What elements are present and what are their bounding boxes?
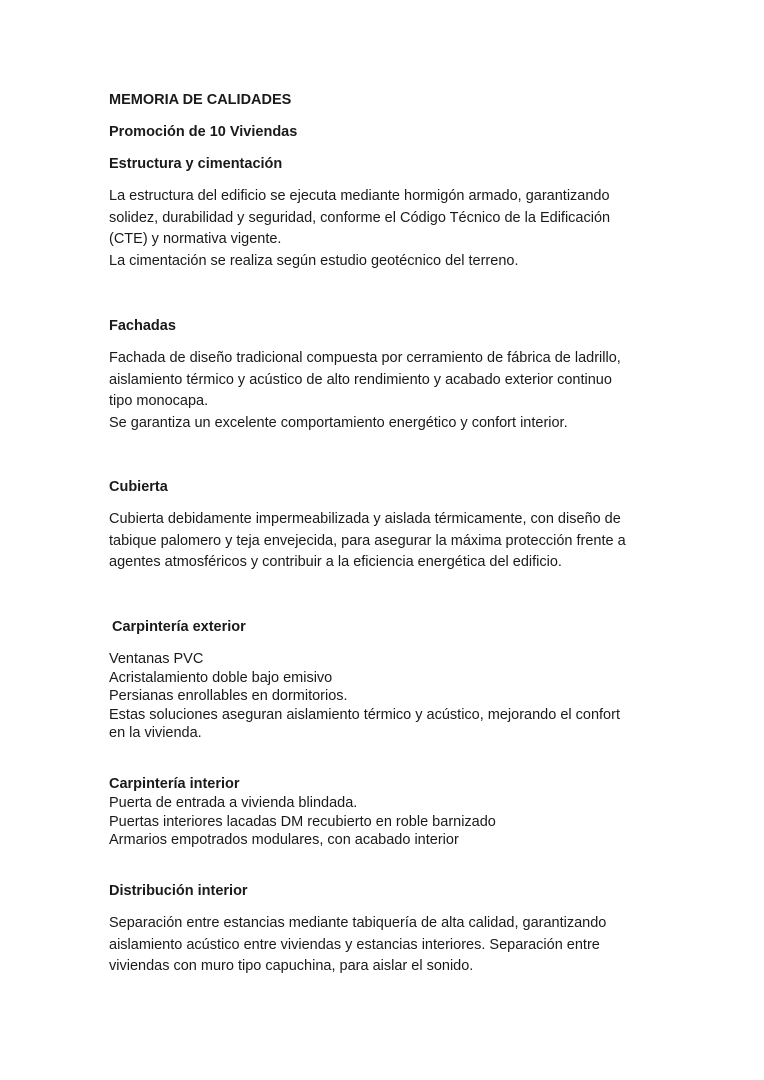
- paragraph-line: aislamiento acústico entre viviendas y estancias interiores. Separación entre: [109, 936, 600, 953]
- paragraph-line: tabique palomero y teja envejecida, para asegurar la máxima protección frente a: [109, 532, 626, 549]
- section-heading-carpinteria-interior: Carpintería interior: [109, 776, 240, 792]
- paragraph-line: Puerta de entrada a vivienda blindada.: [109, 795, 358, 811]
- section-body-fachadas: [109, 348, 654, 434]
- section-heading-fachadas: Fachadas: [109, 318, 176, 334]
- section-body-carpinteria-interior: [109, 794, 654, 850]
- document-title: MEMORIA DE CALIDADES: [109, 92, 292, 108]
- section-body-estructura: [109, 186, 654, 272]
- paragraph-line: aislamiento térmico y acústico de alto rendimiento y acabado exterior continuo: [109, 371, 612, 388]
- paragraph-line: La cimentación se realiza según estudio geotécnico del terreno.: [109, 252, 519, 269]
- paragraph-line: Cubierta debidamente impermeabilizada y aislada térmicamente, con diseño de: [109, 511, 621, 527]
- paragraph-line: agentes atmosféricos y contribuir a la eficiencia energética del edificio.: [109, 554, 562, 570]
- section-heading-estructura: Estructura y cimentación: [109, 156, 283, 172]
- section-body-cubierta: [109, 509, 654, 574]
- paragraph-line: Ventanas PVC: [109, 651, 204, 667]
- section-heading-carpinteria-exterior: Carpintería exterior: [112, 619, 246, 635]
- section-body-distribucion: [109, 913, 654, 978]
- section-body-carpinteria-exterior: [109, 650, 654, 743]
- section-heading-cubierta: Cubierta: [109, 479, 168, 495]
- paragraph-line: solidez, durabilidad y seguridad, conforme el Código Técnico de la Edificación: [109, 209, 611, 226]
- paragraph-line: Separación entre estancias mediante tabiquería de alta calidad, garantizando: [109, 915, 607, 931]
- paragraph-line: Puertas interiores lacadas DM recubierto en roble barnizado: [109, 813, 496, 830]
- paragraph-line: viviendas con muro tipo capuchina, para aislar el sonido.: [109, 958, 474, 974]
- paragraph-line: Fachada de diseño tradicional compuesta por cerramiento de fábrica de ladrillo,: [109, 350, 621, 366]
- paragraph-line: Armarios empotrados modulares, con acabado interior: [109, 832, 459, 848]
- paragraph-line: en la vivienda.: [109, 725, 202, 741]
- document-subtitle: Promoción de 10 Viviendas: [109, 124, 298, 140]
- paragraph-line: (CTE) y normativa vigente.: [109, 231, 282, 247]
- paragraph-line: Se garantiza un excelente comportamiento energético y confort interior.: [109, 414, 568, 431]
- paragraph-line: tipo monocapa.: [109, 393, 209, 409]
- paragraph-line: Estas soluciones aseguran aislamiento térmico y acústico, mejorando el confort: [109, 706, 620, 723]
- paragraph-line: Persianas enrollables en dormitorios.: [109, 688, 348, 704]
- section-heading-distribucion: Distribución interior: [109, 883, 248, 899]
- paragraph-line: Acristalamiento doble bajo emisivo: [109, 669, 333, 686]
- paragraph-line: La estructura del edificio se ejecuta mediante hormigón armado, garantizando: [109, 188, 610, 204]
